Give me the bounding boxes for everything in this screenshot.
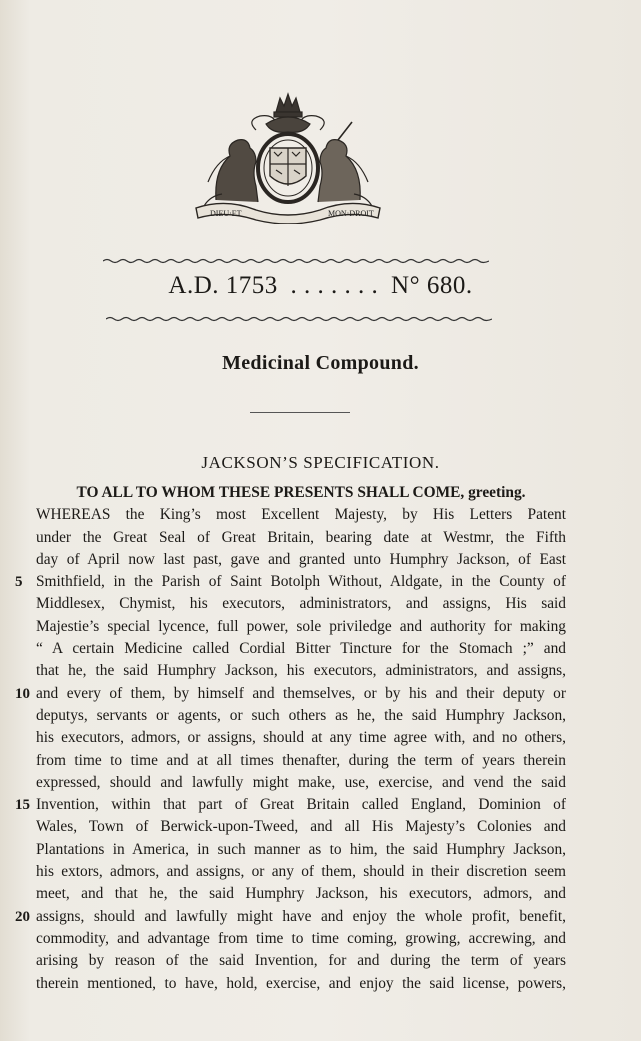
specification-heading: JACKSON’S SPECIFICATION.: [201, 453, 440, 472]
line-text: that he, the said Humphry Jackson, his executors, administrators, and assigns,: [36, 662, 566, 680]
text-line: [36, 883, 566, 905]
line-text: therein mentioned, to have, hold, exercise, and enjoy the said license, powers,: [36, 974, 566, 992]
bottom-wavy-rule: [106, 316, 492, 322]
line-text: expressed, should and lawfully might make, use, exercise, and vend the said: [36, 773, 566, 791]
line-text: Majestie’s special lycence, full power, sole priviledge and authority for making: [36, 617, 566, 635]
line-text: Plantations in America, in such manner as to him, the said Humphry Jackson,: [36, 840, 566, 858]
text-line: [36, 616, 566, 638]
leader-dots: . . . . . . .: [290, 272, 379, 299]
text-line: [36, 750, 566, 772]
text-line: [36, 482, 566, 504]
patent-date-and-number: [0, 272, 641, 300]
line-text: arising by reason of the said Invention, for and during the term of years: [36, 952, 566, 970]
line-number: 20: [15, 908, 30, 925]
line-text: meet, and that he, the said Humphry Jackson, his executors, admors, and: [36, 885, 566, 903]
section-divider: [250, 412, 350, 413]
text-line: [36, 549, 566, 571]
line-text: his extors, admors, and assigns, or any of them, should in their discretion seem: [36, 863, 566, 881]
patent-number: N° 680.: [391, 272, 473, 299]
text-line: [36, 504, 566, 526]
line-text: Wales, Town of Berwick-upon-Tweed, and all His Majesty’s Colonies and: [36, 818, 566, 836]
text-line: [36, 527, 566, 549]
text-line: [36, 861, 566, 883]
line-text: “ A certain Medicine called Cordial Bitter Tincture for the Stomach ;” and: [36, 640, 566, 658]
line-text: Smithfield, in the Parish of Saint Botolph Without, Aldgate, in the County of: [36, 573, 566, 591]
line-text: TO ALL TO WHOM THESE PRESENTS SHALL COME, greeting.: [76, 484, 526, 501]
document-title: Medicinal Compound.: [222, 352, 419, 374]
text-line: [15, 571, 566, 593]
text-line: [36, 839, 566, 861]
line-text: and every of them, by himself and themselves, or by his and their deputy or: [36, 684, 566, 702]
line-text: under the Great Seal of Great Britain, bearing date at Westmr, the Fifth: [36, 528, 566, 546]
text-line: [36, 950, 566, 972]
line-text: his executors, admors, or assigns, should at any time agree with, and no others,: [36, 729, 566, 747]
text-line: [36, 816, 566, 838]
line-number: 5: [15, 574, 23, 591]
line-text: Invention, within that part of Great Britain called England, Dominion of: [36, 796, 566, 814]
line-text: WHEREAS the King’s most Excellent Majesty, by His Letters Patent: [36, 506, 566, 524]
line-text: deputys, servants or agents, or such others as he, the said Humphry Jackson,: [36, 706, 566, 724]
line-text: assigns, should and lawfully might have and enjoy the whole profit, benefit,: [36, 907, 566, 925]
top-wavy-rule: [103, 258, 489, 264]
text-line: [36, 705, 566, 727]
line-text: day of April now last past, gave and granted unto Humphry Jackson, of East: [36, 550, 566, 568]
specification-body: [15, 482, 566, 995]
text-line: [36, 727, 566, 749]
date-prefix: A.D. 1753: [168, 272, 278, 299]
line-number: 15: [15, 797, 30, 814]
text-line: [36, 772, 566, 794]
text-line: [36, 973, 566, 995]
text-line: [36, 638, 566, 660]
svg-text:DIEU·ET: DIEU·ET: [210, 209, 242, 218]
text-line: [36, 928, 566, 950]
text-line: [15, 794, 566, 816]
line-text: Middlesex, Chymist, his executors, administrators, and assigns, His said: [36, 595, 566, 613]
line-text: commodity, and advantage from time to time coming, growing, accrewing, and: [36, 929, 566, 947]
line-text: from time to time and at all times thenafter, during the term of years therein: [36, 751, 566, 769]
line-number: 10: [15, 685, 30, 702]
text-line: [15, 683, 566, 705]
royal-coat-of-arms-icon: [186, 90, 390, 224]
text-line: [36, 660, 566, 682]
svg-text:MON·DROIT: MON·DROIT: [328, 209, 374, 218]
text-line: [15, 906, 566, 928]
text-line: [36, 593, 566, 615]
